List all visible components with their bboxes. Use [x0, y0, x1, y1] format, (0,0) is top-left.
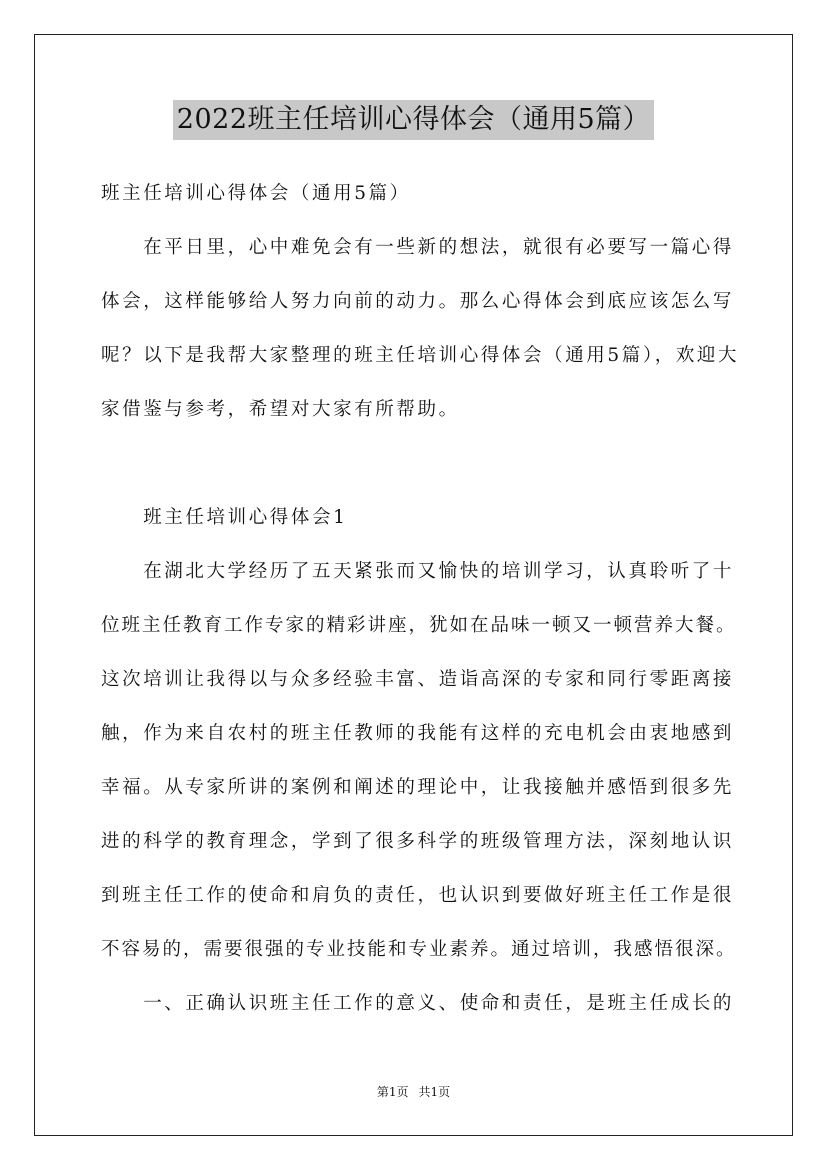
page-number: 第1页: [376, 1085, 409, 1099]
intro-line-1: 在平日里，心中难免会有一些新的想法，就很有必要写一篇心得: [101, 237, 735, 258]
intro-line-2: 体会，这样能够给人努力向前的动力。那么心得体会到底应该怎么写: [101, 291, 735, 312]
document-subtitle: 班主任培训心得体会（通用5篇）: [101, 183, 411, 204]
document-title: 2022班主任培训心得体会（通用5篇）: [173, 100, 654, 140]
intro-line-3: 呢？以下是我帮大家整理的班主任培训心得体会（通用5篇），欢迎大: [101, 345, 740, 366]
section-heading: 班主任培训心得体会1: [101, 507, 348, 528]
body-line-4: 触，作为来自农村的班主任教师的我能有这样的充电机会由衷地感到: [101, 723, 735, 744]
title-container: [0, 100, 827, 140]
body-line-2: 位班主任教育工作专家的精彩讲座，犹如在品味一顿又一顿营养大餐。: [101, 615, 737, 636]
page-total: 共1页: [418, 1085, 451, 1099]
body-line-8: 不容易的，需要很强的专业技能和专业素养。通过培训，我感悟很深。: [101, 939, 737, 960]
body-line-5: 幸福。从专家所讲的案例和阐述的理论中，让我接触并感悟到很多先: [101, 777, 735, 798]
body-line-6: 进的科学的教育理念，学到了很多科学的班级管理方法，深刻地认识: [101, 831, 735, 852]
body-line-3: 这次培训让我得以与众多经验丰富、造诣高深的专家和同行零距离接: [101, 669, 735, 690]
body-line-1: 在湖北大学经历了五天紧张而又愉快的培训学习，认真聆听了十: [101, 561, 735, 582]
body-line-9: 一、正确认识班主任工作的意义、使命和责任，是班主任成长的: [101, 993, 735, 1014]
intro-line-4: 家借鉴与参考，希望对大家有所帮助。: [101, 399, 460, 420]
body-line-7: 到班主任工作的使命和肩负的责任，也认识到要做好班主任工作是很: [101, 885, 735, 906]
page-footer: [0, 1084, 827, 1100]
